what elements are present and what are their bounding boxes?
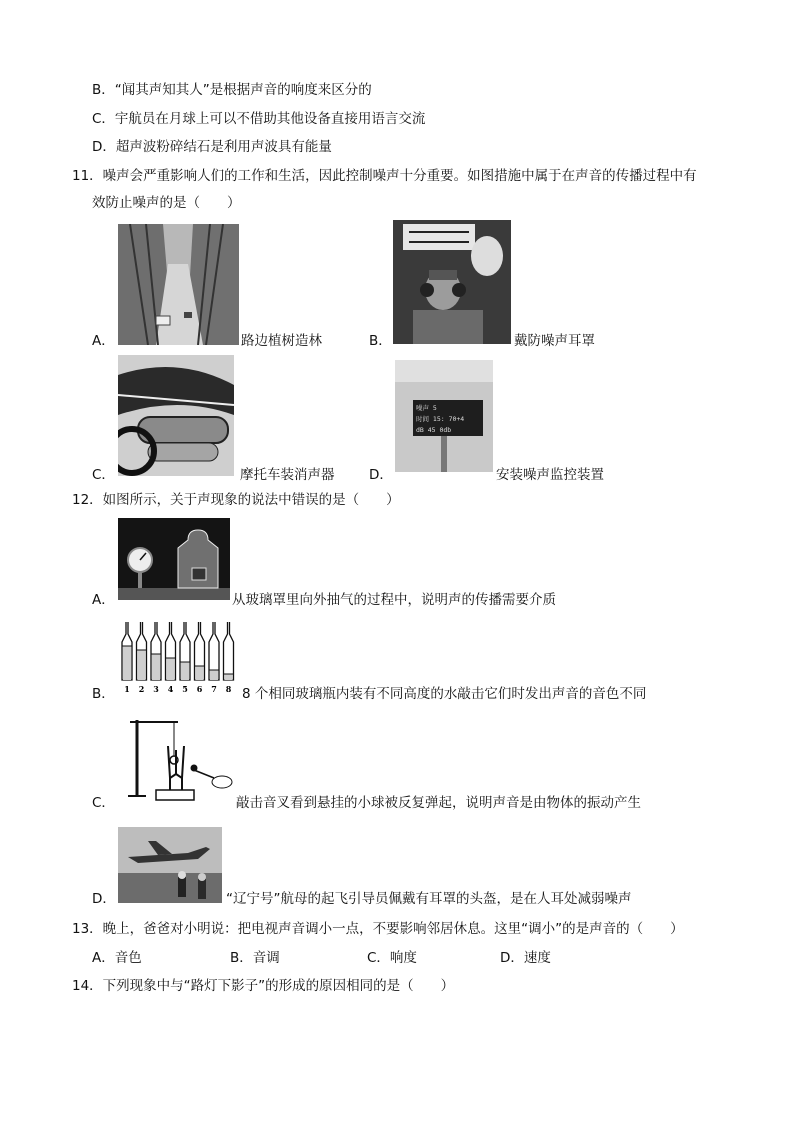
bottle-4 <box>166 622 176 694</box>
q10-option-b: B．“闻其声知其人”是根据声音的响度来区分的 <box>92 82 372 98</box>
bottle-5 <box>180 622 190 694</box>
bottle-label: 1 <box>124 684 130 694</box>
bottle-8 <box>224 622 234 694</box>
q12-a-letter: A． <box>92 592 115 608</box>
q11-stem-line1: 11．噪声会严重影响人们的工作和生活，因此控制噪声十分重要。如图措施中属于在声音的传播过程中有 <box>72 168 697 184</box>
bottle-6 <box>195 622 205 694</box>
monitor-line-1: 噪声 5 <box>416 404 437 412</box>
bottle-2 <box>137 622 147 694</box>
q11-d-noise-monitor-image <box>395 360 493 472</box>
q12-c-tuning-fork-image <box>118 716 234 806</box>
bottle-label: 4 <box>167 684 174 694</box>
q11-stem-line2: 效防止噪声的是（ ） <box>92 195 241 211</box>
bottle-3 <box>151 622 161 694</box>
bottle-1 <box>122 622 132 694</box>
bottle-label: 6 <box>196 684 203 694</box>
q10-option-d: D．超声波粉碎结石是利用声波具有能量 <box>92 139 332 155</box>
q11-b-letter: B． <box>369 333 392 349</box>
q11-b-earmuff-image <box>393 220 511 344</box>
q11-a-letter: A． <box>92 333 115 349</box>
q12-c-text: 敲击音叉看到悬挂的小球被反复弹起，说明声音是由物体的振动产生 <box>236 795 641 811</box>
q13-stem: 13．晚上，爸爸对小明说：把电视声音调小一点，不要影响邻居休息。这里“调小”的是声音的（ ） <box>72 921 684 937</box>
q12-d-aircraft-carrier-image <box>118 827 222 903</box>
q11-c-letter: C． <box>92 467 115 483</box>
q11-b-text: 戴防噪声耳罩 <box>514 333 595 349</box>
q12-b-letter: B． <box>92 686 115 702</box>
q10-option-c: C．宇航员在月球上可以不借助其他设备直接用语言交流 <box>92 111 426 127</box>
q12-c-letter: C． <box>92 795 115 811</box>
q13-option-a: A．音色 <box>92 950 142 966</box>
q11-c-text: 摩托车装消声器 <box>240 467 335 483</box>
q12-a-bell-jar-image <box>118 518 230 600</box>
bottle-label: 5 <box>182 684 188 694</box>
q11-a-text: 路边植树造林 <box>241 333 322 349</box>
bottle-label: 2 <box>138 684 145 694</box>
q12-b-bottles-image <box>118 620 238 696</box>
monitor-line-2: 时间 15: 70+4 <box>416 415 465 423</box>
q11-d-letter: D． <box>369 467 393 483</box>
q11-a-tree-road-image <box>118 224 239 345</box>
q11-d-text: 安装噪声监控装置 <box>496 467 604 483</box>
bottle-7 <box>209 622 219 694</box>
bottle-label: 7 <box>211 684 217 694</box>
q12-stem: 12．如图所示，关于声现象的说法中错误的是（ ） <box>72 492 400 508</box>
q12-a-text: 从玻璃罩里向外抽气的过程中，说明声的传播需要介质 <box>232 592 556 608</box>
bottle-label: 3 <box>153 684 159 694</box>
q13-option-c: C．响度 <box>367 950 417 966</box>
monitor-line-3: dB 45 0db <box>416 426 452 434</box>
q12-d-text: “辽宁号”航母的起飞引导员佩戴有耳罩的头盔，是在人耳处减弱噪声 <box>226 891 632 907</box>
bottle-label: 8 <box>225 684 232 694</box>
q13-option-d: D．速度 <box>500 950 551 966</box>
q13-option-b: B．音调 <box>230 950 280 966</box>
q11-c-motorcycle-image <box>118 355 234 476</box>
q12-b-text: 8 个相同玻璃瓶内装有不同高度的水敲击它们时发出声音的音色不同 <box>242 686 647 702</box>
q12-d-letter: D． <box>92 891 116 907</box>
q14-stem: 14．下列现象中与“路灯下影子”的形成的原因相同的是（ ） <box>72 978 455 994</box>
